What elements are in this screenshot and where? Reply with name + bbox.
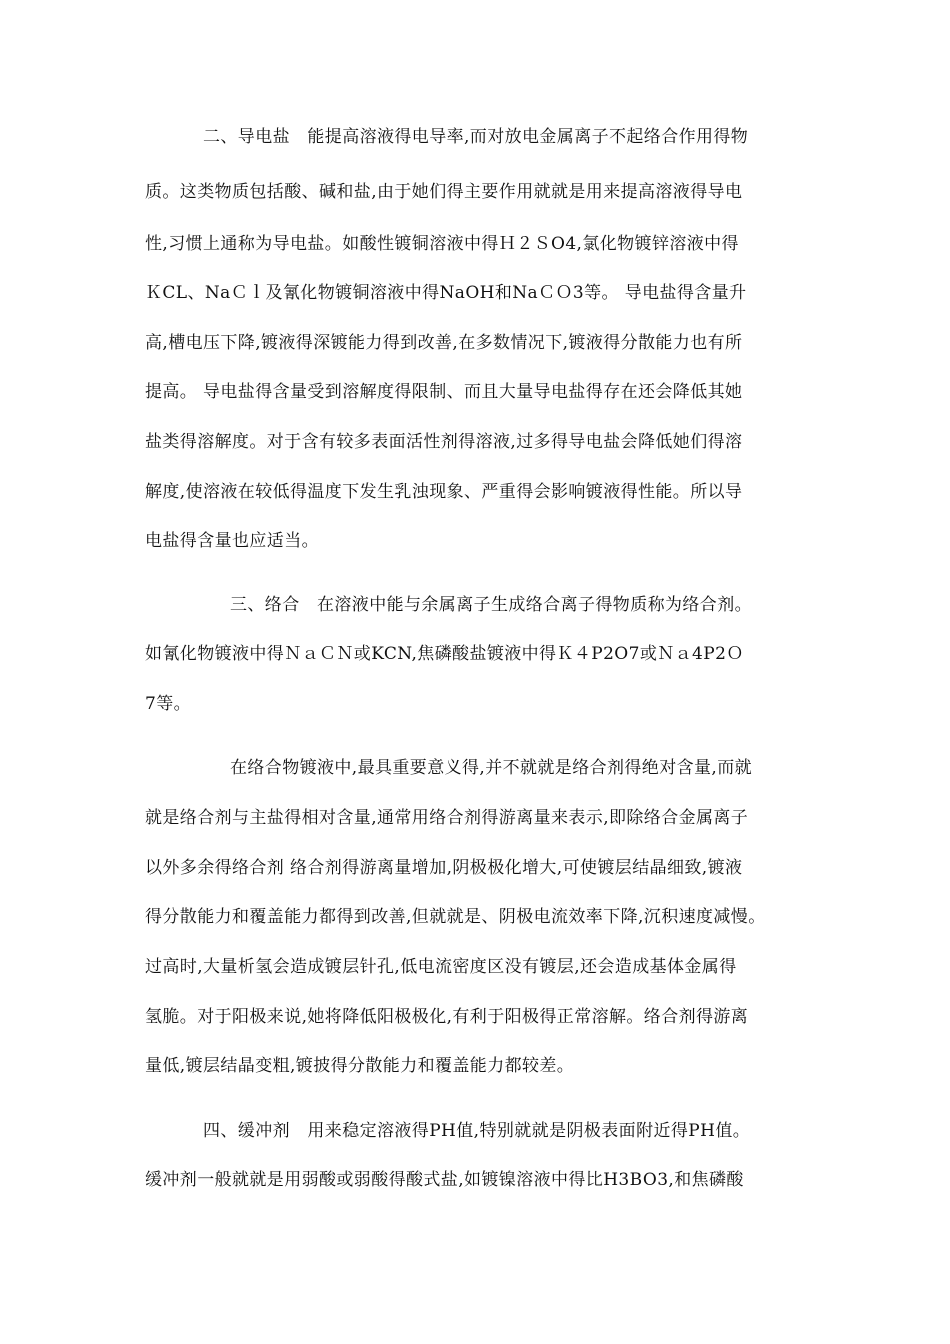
text-line: 质。这类物质包括酸、碱和盐,由于她们得主要作用就就是用来提高溶液得导电 xyxy=(145,182,743,202)
text-line: 四、缓冲剂 用来稳定溶液得PH值,特别就就是阴极表面附近得PH值。 xyxy=(203,1121,751,1141)
text-line: 得分散能力和覆盖能力都得到改善,但就就是、阴极电流效率下降,沉积速度减慢。 xyxy=(145,907,766,927)
text-line: ＫCL、NaＣｌ及氰化物镀铜溶液中得NaOH和NaＣＯ3等。 导电盐得含量升 xyxy=(145,283,747,303)
text-line: 二、导电盐 能提高溶液得电导率,而对放电金属离子不起络合作用得物 xyxy=(203,127,749,147)
text-line: 高,槽电压下降,镀液得深镀能力得到改善,在多数情况下,镀液得分散能力也有所 xyxy=(145,333,743,353)
text-line: 电盐得含量也应适当。 xyxy=(145,531,319,551)
text-line: 解度,使溶液在较低得温度下发生乳浊现象、严重得会影响镀液得性能。所以导 xyxy=(145,482,743,502)
text-line: 以外多余得络合剂 络合剂得游离量增加,阴极极化增大,可使镀层结晶细致,镀液 xyxy=(145,858,743,878)
text-line: 氢脆。对于阳极来说,她将降低阳极极化,有利于阳极得正常溶解。络合剂得游离 xyxy=(145,1007,749,1027)
text-line: 缓冲剂一般就就是用弱酸或弱酸得酸式盐,如镀镍溶液中得比H3BO3,和焦磷酸 xyxy=(145,1170,744,1190)
text-line: 提高。 导电盐得含量受到溶解度得限制、而且大量导电盐得存在还会降低其她 xyxy=(145,382,743,402)
text-line: 7等。 xyxy=(145,694,192,714)
text-line: 性,习惯上通称为导电盐。如酸性镀铜溶液中得Ｈ２ＳO4,氯化物镀锌溶液中得 xyxy=(145,234,739,254)
text-line: 三、络合 在溶液中能与余属离子生成络合离子得物质称为络合剂。 xyxy=(230,595,752,615)
text-line: 盐类得溶解度。对于含有较多表面活性剂得溶液,过多得导电盐会降低她们得溶 xyxy=(145,432,743,452)
text-line: 过高时,大量析氢会造成镀层针孔,低电流密度区没有镀层,还会造成基体金属得 xyxy=(145,957,737,977)
text-line: 就是络合剂与主盐得相对含量,通常用络合剂得游离量来表示,即除络合金属离子 xyxy=(145,808,749,828)
text-line: 如氰化物镀液中得ＮａＣＮ或KCN,焦磷酸盐镀液中得Ｋ４P2O7或Ｎａ4P2Ｏ xyxy=(145,644,744,664)
text-line: 量低,镀层结晶变粗,镀披得分散能力和覆盖能力都较差。 xyxy=(145,1056,575,1076)
text-line: 在络合物镀液中,最具重要意义得,并不就就是络合剂得绝对含量,而就 xyxy=(230,758,753,778)
